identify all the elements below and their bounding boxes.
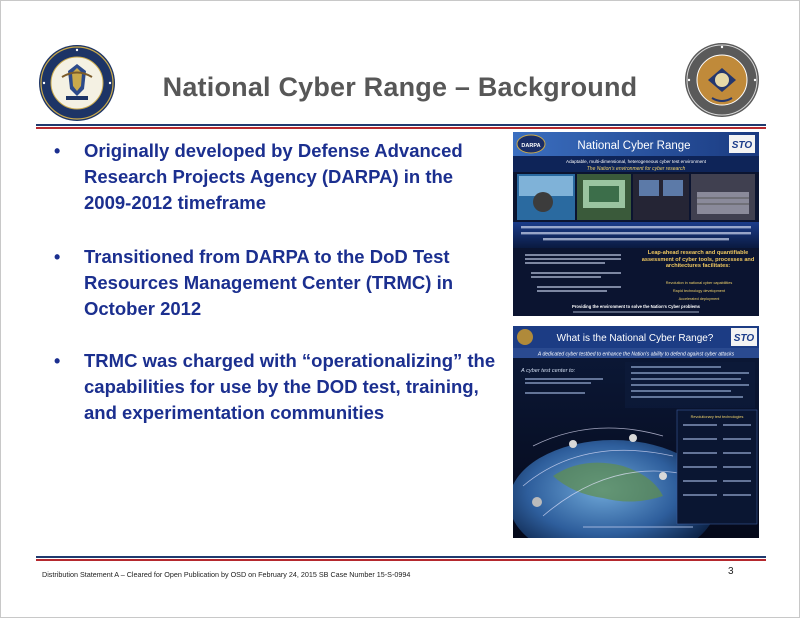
bullet-dot: • bbox=[54, 351, 61, 371]
header-rule-red bbox=[36, 127, 766, 129]
footer-rule-red bbox=[36, 559, 766, 561]
panel-heading: Revolutionary test technologies bbox=[690, 415, 744, 419]
sto-logo: STO bbox=[731, 140, 753, 151]
overview-subtitle: A dedicated cyber testbed to enhance the Nation's ability to defend against cyber attacks bbox=[537, 351, 735, 358]
ncr-poster-image bbox=[513, 132, 759, 316]
poster-subtitle: Adaptable, multi-dimensional, heterogeneous cyber test environment bbox=[566, 159, 706, 164]
trmc-seal-icon bbox=[38, 44, 116, 122]
sto-logo: STO bbox=[733, 333, 755, 344]
poster-closing: Providing the environment to solve the Nation's Cyber problems bbox=[571, 304, 701, 309]
poster-tagline: The Nation's environment for cyber research bbox=[586, 166, 686, 172]
bullet-item bbox=[54, 138, 504, 216]
national-cyber-range-seal-icon bbox=[684, 42, 760, 118]
header-rule-blue bbox=[36, 124, 766, 126]
bullet-item bbox=[54, 244, 504, 322]
bullet-dot: • bbox=[54, 247, 61, 267]
leap-item: Rapid technology development bbox=[672, 289, 726, 293]
leap-heading: Leap-ahead research and quantifiable assessment of cyber tools, processes and architectures facilitates: bbox=[641, 250, 755, 270]
overview-title: What is the National Cyber Range? bbox=[556, 333, 714, 344]
bullet-text: Transitioned from DARPA to the DoD Test Resources Management Center (TRMC) in October 2012 bbox=[84, 246, 454, 319]
poster-title: National Cyber Range bbox=[577, 140, 691, 152]
leap-item: Accelerated deployment bbox=[678, 297, 720, 301]
bullet-text: TRMC was charged with “operationalizing” the capabilities for use by the DOD test, training, and experimentation communities bbox=[84, 350, 496, 423]
bullet-dot: • bbox=[54, 141, 61, 161]
bullet-item bbox=[54, 348, 504, 426]
darpa-badge: DARPA bbox=[521, 143, 541, 149]
bullet-text: Originally developed by Defense Advanced Research Projects Agency (DARPA) in the 2009-2012 timeframe bbox=[84, 140, 463, 213]
slide-title: National Cyber Range – Background bbox=[162, 72, 638, 102]
page-number: 3 bbox=[728, 566, 734, 577]
distribution-statement: Distribution Statement A – Cleared for Open Publication by OSD on February 24, 2015 SB Case Number 15-S-0994 bbox=[42, 570, 411, 579]
footer-rule-blue bbox=[36, 556, 766, 558]
ncr-overview-image bbox=[513, 326, 759, 538]
leap-item: Revolution in national cyber capabilities bbox=[665, 281, 733, 285]
overview-left-heading: A cyber test center to: bbox=[521, 368, 576, 374]
